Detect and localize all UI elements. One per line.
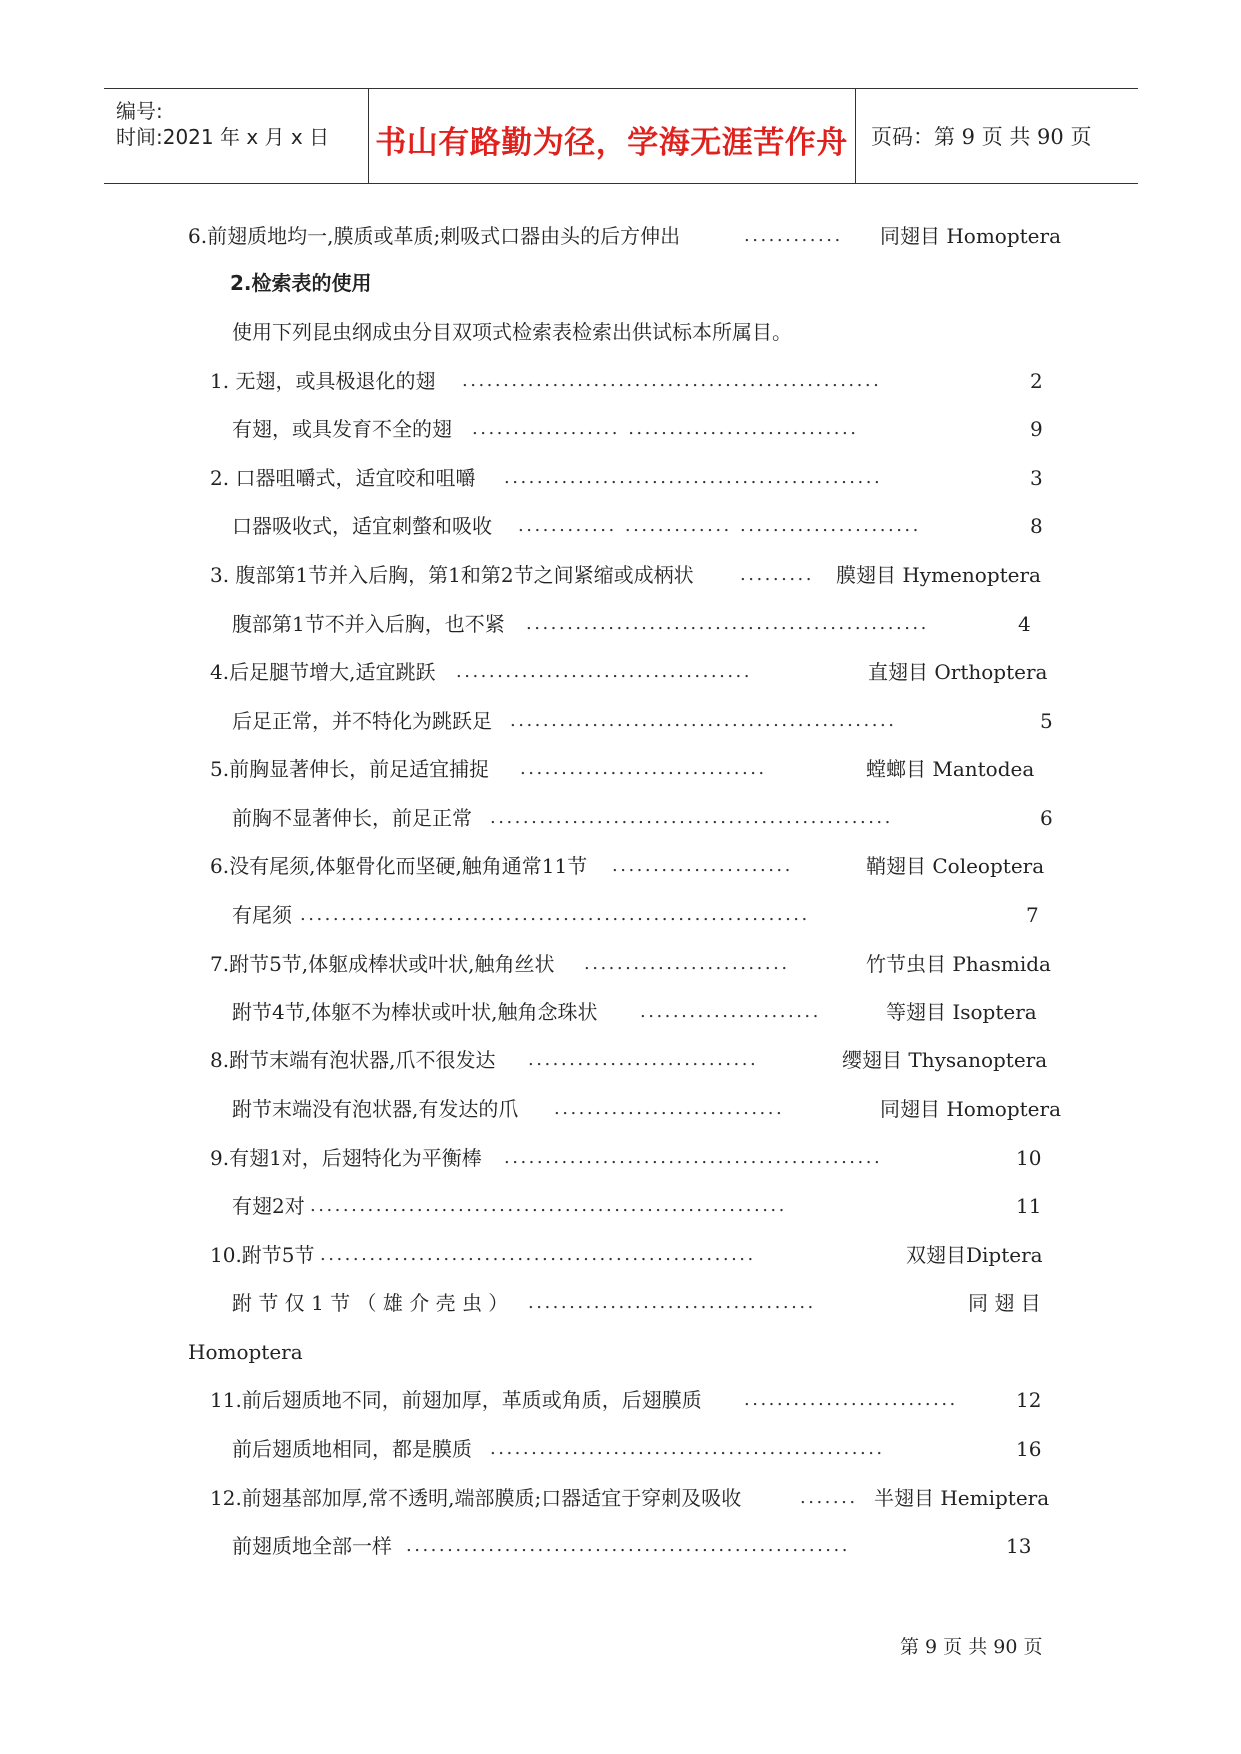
key-leader: ............ xyxy=(744,225,843,246)
key-text: 跗节末端没有泡状器,有发达的爪 xyxy=(232,1097,519,1121)
key-leader: ................................................... xyxy=(462,370,882,391)
key-text: 口器吸收式，适宜刺螫和吸收 xyxy=(232,514,492,538)
key-text: 1. 无翅，或具极退化的翅 xyxy=(210,369,436,393)
key-text: 后足正常，并不特化为跳跃足 xyxy=(232,709,492,733)
key-text: 前胸不显著伸长，前足正常 xyxy=(232,806,472,830)
key-result: 鞘翅目 Coleoptera xyxy=(866,854,1045,878)
key-text: 5.前胸显著伸长，前足适宜捕捉 xyxy=(210,757,490,781)
key-text: 前翅质地全部一样 xyxy=(232,1534,392,1558)
key-text: 9.有翅1对，后翅特化为平衡棒 xyxy=(210,1146,482,1170)
key-line xyxy=(0,462,1241,494)
key-continuation: Homoptera xyxy=(188,1340,303,1364)
key-leader: ................................................. xyxy=(490,807,893,828)
key-line xyxy=(0,1433,1241,1465)
key-leader: ................................................ xyxy=(490,1438,885,1459)
key-result: 5 xyxy=(1040,709,1053,733)
key-line xyxy=(0,1093,1241,1125)
key-line xyxy=(0,850,1241,882)
key-result: 竹节虫目 Phasmida xyxy=(866,952,1051,976)
key-line xyxy=(0,1287,1241,1319)
key-leader: ............................................... xyxy=(510,710,897,731)
key-line xyxy=(0,753,1241,785)
key-result: 12 xyxy=(1016,1388,1042,1412)
key-text: 有尾须 xyxy=(232,903,292,927)
key-result: 直翅目 Orthoptera xyxy=(868,660,1048,684)
key-leader: ............ ............. ...................... xyxy=(518,515,921,536)
key-line xyxy=(0,996,1241,1028)
key-leader: .............................................. xyxy=(504,1147,883,1168)
key-result: 半翅目 Hemiptera xyxy=(874,1486,1050,1510)
key-text: 前后翅质地相同，都是膜质 xyxy=(232,1437,472,1461)
key-leader: ...................................................... xyxy=(406,1535,850,1556)
key-text: 6.没有尾须,体躯骨化而坚硬,触角通常11节 xyxy=(210,854,588,878)
key-result: 2 xyxy=(1030,369,1043,393)
key-text: 腹部第1节不并入后胸，也不紧 xyxy=(232,612,505,636)
key-line xyxy=(0,413,1241,445)
key-text: 有翅2对 xyxy=(232,1194,305,1218)
page-footer: 第 9 页 共 90 页 xyxy=(900,1636,1043,1658)
page-header xyxy=(104,88,1138,184)
key-result: 膜翅目 Hymenoptera xyxy=(836,563,1041,587)
key-result: 6 xyxy=(1040,806,1053,830)
key-result: 10 xyxy=(1016,1146,1042,1170)
key-leader: .................................... xyxy=(456,661,752,682)
key-leader: ......... xyxy=(740,564,814,585)
intro-text: 使用下列昆虫纲成虫分目双项式检索表检索出供试标本所属目。 xyxy=(232,320,792,344)
header-page-cell xyxy=(855,89,1138,183)
key-text: 6.前翅质地均一,膜质或革质;刺吸式口器由头的后方伸出 xyxy=(188,224,681,248)
key-leader: .............................................................. xyxy=(300,904,810,925)
key-leader: ............................ xyxy=(554,1098,785,1119)
header-motto-cell xyxy=(368,89,856,183)
key-leader: .............................................. xyxy=(504,467,883,488)
document-time: 时间:2021 年 x 月 x 日 xyxy=(116,125,330,149)
key-line xyxy=(0,1530,1241,1562)
key-text: 8.跗节末端有泡状器,爪不很发达 xyxy=(210,1048,496,1072)
key-result: 同 翅 目 xyxy=(968,1291,1041,1315)
section-title: 2.检索表的使用 xyxy=(230,271,372,295)
key-line xyxy=(0,948,1241,980)
key-line xyxy=(0,1044,1241,1076)
key-leader: .......................... xyxy=(744,1389,958,1410)
key-leader: .......................................................... xyxy=(310,1195,787,1216)
header-motto: 书山有路勤为径，学海无涯苦作舟 xyxy=(375,125,848,161)
key-leader: ................................................. xyxy=(526,613,929,634)
key-line xyxy=(0,899,1241,931)
key-line xyxy=(0,220,1241,252)
key-leader: ...................... xyxy=(640,1001,821,1022)
key-result: 3 xyxy=(1030,466,1043,490)
key-line xyxy=(0,1190,1241,1222)
key-text: 跗节4节,体躯不为棒状或叶状,触角念珠状 xyxy=(232,1000,598,1024)
key-result: 9 xyxy=(1030,417,1043,441)
key-line xyxy=(0,1384,1241,1416)
key-result: 16 xyxy=(1016,1437,1042,1461)
key-leader: ................................... xyxy=(528,1292,816,1313)
key-result: 11 xyxy=(1016,1194,1042,1218)
key-leader: .............................. xyxy=(520,758,767,779)
key-line xyxy=(0,1336,1241,1368)
key-result: 双翅目Diptera xyxy=(906,1243,1043,1267)
key-text: 11.前后翅质地不同，前翅加厚，革质或角质，后翅膜质 xyxy=(210,1388,702,1412)
key-leader: .................. ............................ xyxy=(472,418,859,439)
intro-line xyxy=(0,316,1241,348)
key-leader: ............................ xyxy=(528,1049,759,1070)
section-heading-line xyxy=(0,267,1241,299)
key-line xyxy=(0,705,1241,737)
key-result: 同翅目 Homoptera xyxy=(880,1097,1062,1121)
key-leader: ....... xyxy=(800,1487,858,1508)
document-number: 编号: xyxy=(116,99,163,123)
key-result: 13 xyxy=(1006,1534,1032,1558)
key-line xyxy=(0,1239,1241,1271)
key-text: 跗 节 仅 1 节 （ 雄 介 壳 虫 ） xyxy=(232,1291,509,1315)
key-leader: ......................... xyxy=(584,953,790,974)
key-line xyxy=(0,365,1241,397)
key-result: 等翅目 Isoptera xyxy=(886,1000,1037,1024)
key-line xyxy=(0,656,1241,688)
key-result: 7 xyxy=(1026,903,1039,927)
key-result: 缨翅目 Thysanoptera xyxy=(842,1048,1048,1072)
key-line xyxy=(0,1482,1241,1514)
key-line xyxy=(0,559,1241,591)
key-line xyxy=(0,608,1241,640)
key-text: 10.跗节5节 xyxy=(210,1243,315,1267)
key-line xyxy=(0,510,1241,542)
key-result: 4 xyxy=(1018,612,1031,636)
header-meta-cell xyxy=(104,89,369,183)
key-line xyxy=(0,1142,1241,1174)
key-text: 4.后足腿节增大,适宜跳跃 xyxy=(210,660,436,684)
header-page-info: 页码：第 9 页 共 90 页 xyxy=(871,125,1092,149)
key-text: 2. 口器咀嚼式，适宜咬和咀嚼 xyxy=(210,466,476,490)
key-result: 同翅目 Homoptera xyxy=(880,224,1062,248)
key-text: 有翅，或具发育不全的翅 xyxy=(232,417,452,441)
key-line xyxy=(0,802,1241,834)
key-text: 7.跗节5节,体躯成棒状或叶状,触角丝状 xyxy=(210,952,555,976)
key-leader: ...................... xyxy=(612,855,793,876)
key-leader: ..................................................... xyxy=(320,1244,756,1265)
key-result: 螳螂目 Mantodea xyxy=(866,757,1035,781)
key-text: 12.前翅基部加厚,常不透明,端部膜质;口器适宜于穿刺及吸收 xyxy=(210,1486,742,1510)
key-result: 8 xyxy=(1030,514,1043,538)
key-text: 3. 腹部第1节并入后胸，第1和第2节之间紧缩或成柄状 xyxy=(210,563,694,587)
